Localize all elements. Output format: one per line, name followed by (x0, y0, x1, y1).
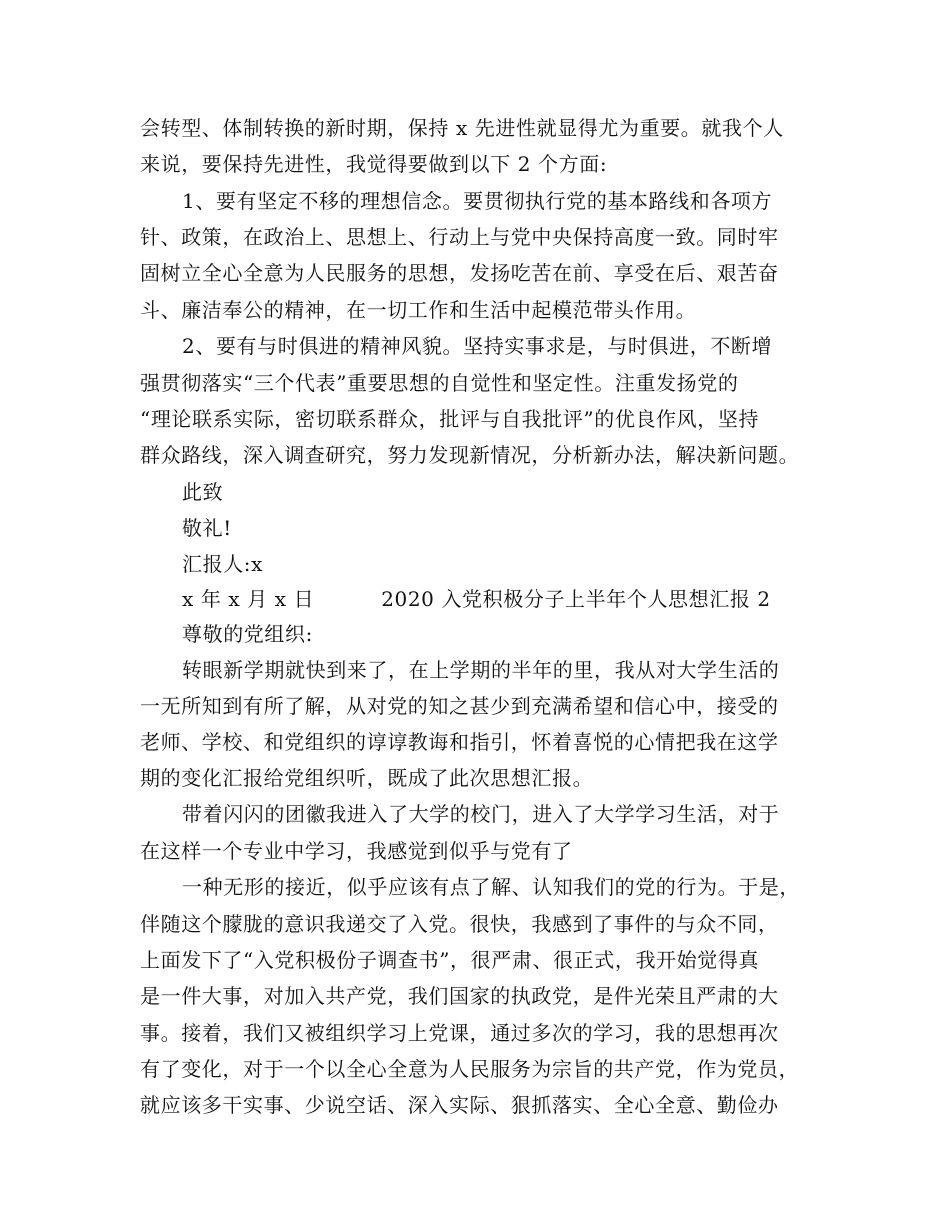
text-line: 来说，要保持先进性，我觉得要做到以下 2 个方面: (140, 152, 608, 176)
date-title-line (182, 584, 771, 614)
text-line: 强贯彻落实“三个代表”重要思想的自觉性和坚定性。注重发扬党的 (140, 371, 739, 395)
text-line: 针、政策，在政治上、思想上、行动上与党中央保持高度一致。同时牢 (140, 225, 779, 249)
closing-salutation: 此致 (182, 480, 224, 504)
text-line: 会转型、体制转换的新时期，保持 x 先进性就显得尤为重要。就我个人 (140, 116, 784, 140)
text-line: 老师、学校、和党组织的谆谆教诲和指引，怀着喜悦的心情把我在这学 (140, 730, 779, 754)
text-line: 1、要有坚定不移的理想信念。要贯彻执行党的基本路线和各项方 (182, 189, 773, 213)
text-line: 是一件大事，对加入共产党，我们国家的执政党，是件光荣且严肃的大 (140, 984, 779, 1008)
text-line: 事。接着，我们又被组织学习上党课，通过多次的学习，我的思想再次 (140, 1021, 779, 1045)
salutation: 尊敬的党组织: (182, 622, 313, 646)
text-line: 一种无形的接近，似乎应该有点了解、认知我们的党的行为。于是， (182, 875, 800, 899)
text-line: 转眼新学期就快到来了，在上学期的半年的里，我从对大学生活的 (182, 658, 780, 682)
text-line: 上面发下了“入党积极份子调查书”，很严肃、很正式，我开始觉得真 (140, 948, 760, 972)
text-line: 在这样一个专业中学习，我感觉到似乎与党有了 (140, 839, 573, 863)
text-line: 期的变化汇报给党组织听，既成了此次思想汇报。 (140, 766, 594, 790)
text-line: 有了变化，对于一个以全心全意为人民服务为宗旨的共产党，作为党员， (140, 1057, 800, 1081)
text-line: 斗、廉洁奉公的精神，在一切工作和生活中起模范带头作用。 (140, 298, 697, 322)
reporter-name: 汇报人:x (182, 552, 264, 576)
text-line: 固树立全心全意为人民服务的思想，发扬吃苦在前、享受在后、艰苦奋 (140, 261, 779, 285)
text-line: 一无所知到有所了解，从对党的知之甚少到充满希望和信心中，接受的 (140, 694, 779, 718)
text-line: 就应该多干实事、少说空话、深入实际、狠抓落实、全心全意、勤俭办 (140, 1093, 779, 1117)
text-line: 带着闪闪的团徽我进入了大学的校门，进入了大学学习生活，对于 (182, 802, 780, 826)
text-line: 群众路线，深入调查研究，努力发现新情况，分析新办法，解决新问题。 (140, 443, 800, 467)
text-line: “理论联系实际，密切联系群众，批评与自我批评”的优良作风，坚持 (140, 407, 760, 431)
inline-report-title: 2020 入党积极分子上半年个人思想汇报 2 (381, 587, 771, 611)
closing-greeting: 敬礼! (182, 516, 232, 540)
report-date: x 年 x 月 x 日 (182, 587, 315, 611)
text-line: 伴随这个朦胧的意识我递交了入党。很快，我感到了事件的与众不同， (140, 912, 779, 936)
text-line: 2、要有与时俱进的精神风貌。坚持实事求是，与时俱进，不断增 (182, 334, 773, 358)
